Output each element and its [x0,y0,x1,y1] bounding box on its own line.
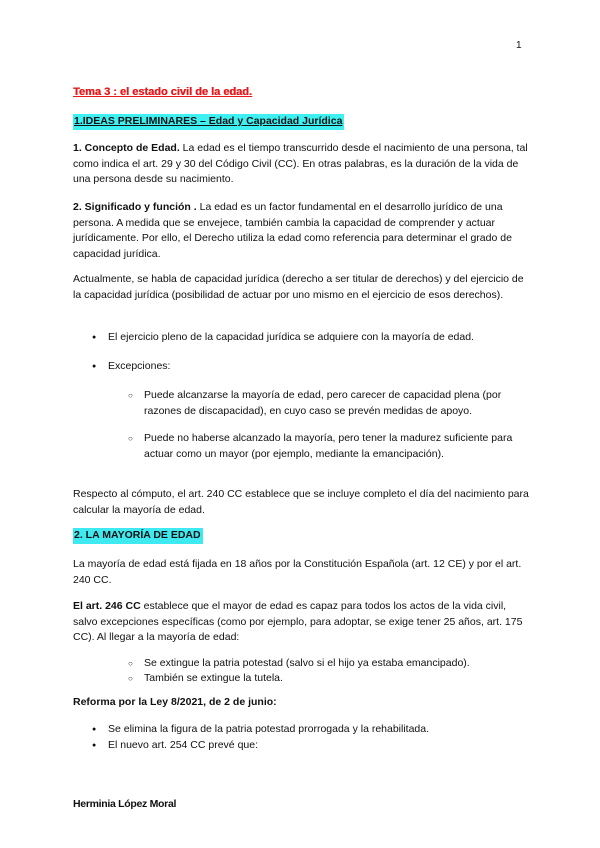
paragraph-text: La edad es el tiempo transcurrido desde el nacimiento de una persona, tal como indica el art. 29 y 30 del Código Civil (CC). En otras palabras, es la duración de la vida de una persona desde su nacimiento. [73,142,528,185]
author-footer: Herminia López Moral [73,798,177,810]
paragraph-concepto-edad [73,141,533,188]
paragraph-mayoria-fijada: La mayoría de edad está fijada en 18 años por la Constitución Española (art. 12 CE) y por el art. 240 CC. [73,558,522,586]
paragraph-significado-funcion [73,200,533,262]
paragraph-text: establece que el mayor de edad es capaz para todos los actos de la vida civil, salvo excepciones específicas (como por ejemplo, para adoptar, se exige tener 25 años, art. 175 CC). Al llegar a la mayoría de edad: [73,600,523,643]
list-item: ● Excepciones: [92,359,548,375]
paragraph-label: 2. Significado y función . [73,201,197,213]
sub-list-item: ○ Puede no haberse alcanzado la mayoría, pero tener la madurez suficiente para actuar como un mayor (por ejemplo, mediante la emancipación). [128,431,534,462]
paragraph-computo: Respecto al cómputo, el art. 240 CC establece que se incluye completo el día del nacimiento para calcular la mayoría de edad. [73,488,529,516]
list-item: ● El ejercicio pleno de la capacidad jurídica se adquiere con la mayoría de edad. [92,330,548,346]
paragraph-text: La edad es un factor fundamental en el desarrollo jurídico de una persona. A medida que se envejece, también cambia la capacidad de comprender y actuar jurídicamente. Por ello, el Derecho utiliza la edad como referencia para determinar el grado de capacidad jurídica. [73,201,512,260]
reform-heading: Reforma por la Ley 8/2021, de 2 de junio: [73,696,277,708]
paragraph-label: 1. Concepto de Edad. [73,142,180,154]
section-heading-mayoria-edad: 2. LA MAYORÍA DE EDAD [73,528,203,544]
list-item: ● El nuevo art. 254 CC prevé que: [92,738,548,754]
page-number: 1 [516,40,522,51]
sub-list-item: ○ Puede alcanzarse la mayoría de edad, pero carecer de capacidad plena (por razones de discapacidad), en cuyo caso se prevén medidas de apoyo. [128,388,534,419]
paragraph-label: El art. 246 CC [73,600,141,612]
section-heading-ideas-preliminares: 1.IDEAS PRELIMINARES – Edad y Capacidad Jurídica [73,114,344,130]
sub-list-item: ○ También se extingue la tutela. [128,671,534,687]
sub-list-item: ○ Se extingue la patria potestad (salvo si el hijo ya estaba emancipado). [128,656,534,672]
paragraph-capacidad-juridica: Actualmente, se habla de capacidad jurídica (derecho a ser titular de derechos) y del ejercicio de la capacidad jurídica (posibilidad de actuar por uno mismo en el ejercicio de esos derechos). [73,273,524,301]
document-title: Tema 3 : el estado civil de la edad. [73,86,252,98]
paragraph-art-246 [73,599,533,646]
list-item: ● Se elimina la figura de la patria potestad prorrogada y la rehabilitada. [92,722,548,738]
